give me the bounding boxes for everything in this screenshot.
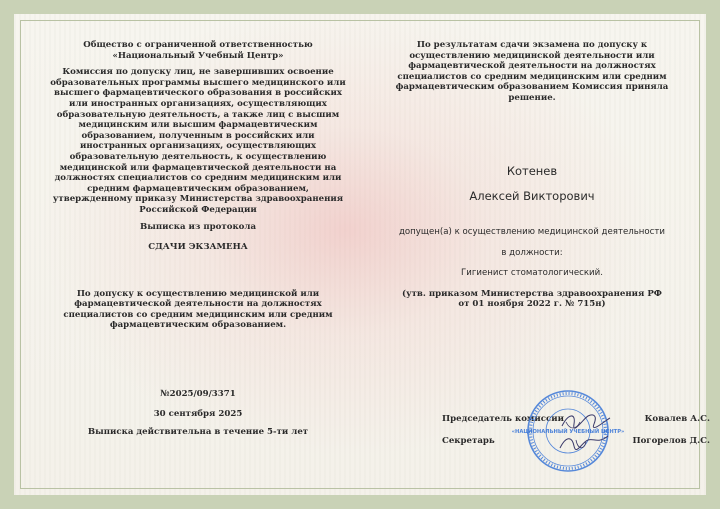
position-value: Гигиенист стоматологический. (461, 268, 603, 279)
certificate-number: №2025/09/3371 (160, 389, 236, 400)
commission-text: Комиссия по допуску лиц, не завершивших освоение образовательных программы высшего медицинского или высшего фармацевтического образования в российских или иностранных организациях, осуществляющих образовательную деятельность, а также лиц с высшим медицинским или высшим фармацевтическим образованием, полученным в российских или иностранных организациях, осуществляющих образовательную деятельность, к осуществлению медицинской или фармацевтической деятельности на должностях специалистов со средним медицинским или средним фармацевтическим образованием, утвержденному приказу Министерства здравоохранения Российской Федерации (50, 67, 346, 215)
org-line2: «Национальный Учебный Центр» (112, 50, 284, 61)
right-column (376, 40, 688, 310)
left-column (50, 40, 346, 438)
secretary-name: Погорелов Д.С. (632, 436, 710, 446)
extract-title: Выписка из протокола (139, 221, 257, 232)
seal-center-text: «НАЦИОНАЛЬНЫЙ УЧЕБНЫЙ ЦЕНТР» (511, 429, 625, 435)
secretary-role: Секретарь (442, 436, 495, 446)
order-line2: от 01 ноября 2022 г. № 715н) (458, 299, 606, 310)
admission-text: По допуску к осуществлению медицинской или фармацевтической деятельности на должностях специалистов со средним медицинским или средним фармацевтическим образованием. (63, 288, 333, 331)
order-line1: (утв. приказом Министерства здравоохранения РФ (402, 288, 662, 299)
surname: Котенев (506, 163, 558, 178)
admitted-text: допущен(а) к осуществлению медицинской деятельности (398, 227, 665, 238)
result-text: По результатам сдачи экзамена по допуску к осуществлению медицинской деятельности или фармацевтической деятельности на должностях специалистов со средним медицинским или средним фармацевтическим образованием Комиссия приняла решение. (395, 40, 669, 103)
chair-name: Ковалев А.С. (644, 414, 710, 424)
position-label: в должности: (501, 247, 563, 258)
issue-date: 30 сентября 2025 (153, 408, 243, 419)
chair-role: Председатель комиссии (442, 414, 564, 424)
validity-note: Выписка действительна в течение 5-ти лет (87, 427, 309, 438)
name-block (376, 164, 688, 204)
exam-title: СДАЧИ ЭКЗАМЕНА (148, 242, 248, 253)
handwritten-signatures (554, 406, 614, 456)
org-line1: Общество с ограниченной ответственностью (83, 40, 313, 50)
given-names: Алексей Викторович (469, 189, 595, 204)
